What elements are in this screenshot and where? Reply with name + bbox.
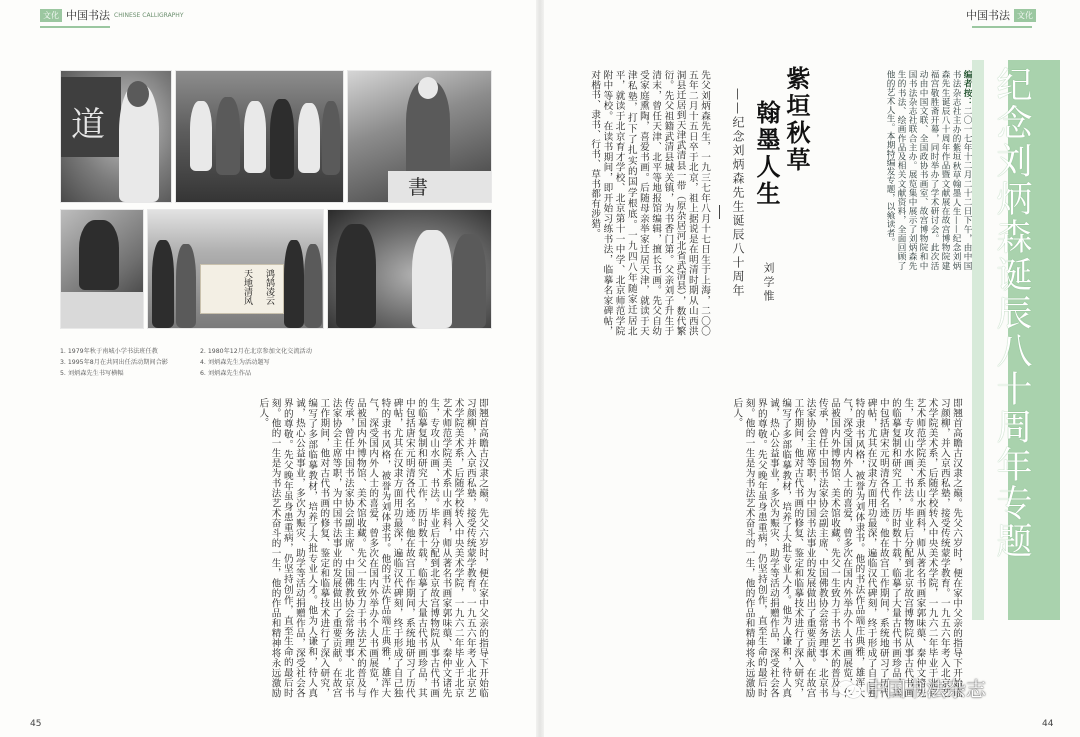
right-header-mark: 中国书法: [966, 9, 1010, 22]
wechat-icon: [838, 679, 860, 697]
photo-captions: [60, 346, 330, 377]
article-title-line2: 翰墨人生: [752, 100, 781, 208]
caption-6: 6. 刘炳森先生作品: [200, 370, 252, 377]
article-title-line1: 紫垣秋草: [782, 66, 811, 174]
photo-banner-presentation: [147, 209, 324, 329]
photo-award-handshake: [327, 209, 492, 329]
title-separator: [719, 205, 720, 219]
watermark-text: 中国书法杂志: [866, 677, 986, 701]
watermark: [838, 673, 986, 702]
page-number-right: 44: [1042, 719, 1054, 729]
caption-4: 4. 刘炳森先生为活动题写: [200, 359, 270, 366]
editor-note-lead: 编者按：: [962, 70, 972, 107]
caption-1: 1. 1979年秋于南城小学书法班任教: [60, 348, 158, 355]
left-header-tag: 文化: [40, 9, 62, 22]
banner-text-right: 鸿鹄凌云: [264, 269, 274, 305]
title-band-inner-strip: [972, 60, 984, 620]
caption-5: 5. 刘炳森先生书写横幅: [60, 370, 124, 377]
photo-group-meeting: [175, 70, 344, 203]
page-number-left: 45: [30, 719, 42, 729]
editor-note-text: 二〇一七年十二月二十二日下午，由中国书法杂志社主办的紫垣秋草翰墨人生——纪念刘炳森先生诞辰八十周年作品暨文献展在故宫博物院建福宫敬胜斋开幕，同时举办了学术研讨会。此次活动由中国文联、全国政协书画室、故宫博物院和中国书法杂志社联合主办。展览集中展示了刘炳森先生的书法、绘画作品及相关文献资料，全面回顾了他的艺术人生。本期特编发专题，以飨读者。: [885, 70, 972, 270]
photo-brush-writing: [60, 209, 144, 329]
article-body-left-lower: 即翘首高瞻古汉隶之巅。先父六岁时，便在家中父亲的指导下开始临习颜柳，并入京西私塾，接受传统蒙学教育。一九五六年考入北京艺术学院美术系，后随学校转入中央美术学院，一九六二年毕业于北京艺术师范学院美术系山水画科，师从著名书画家郭味蕖、秦仲文诸先生，专攻山水画、书法。毕业后分配到北京故宫博物院从事古代书画的临摹复制和研究工作，历时数十载，临摹了大量古代书画珍品，其中包括唐宋元明清各代名迹。他在故宫工作期间，系统地研习了历代碑帖，尤其在汉隶方面用功最深，遍临汉代碑刻，终于形成了自己独特的隶书风格，被誉为刘体隶书。他的书法作品端庄典雅，雄浑大气，深受国内外人士的喜爱，曾多次在国内外举办个人书画展览，作品被国内外博物馆、美术馆收藏。先父一生致力于书法艺术的普及与传承，曾任中国书法家协会副主席、中国佛教协会常务理事、北京书法家协会主席等职，为中国书法事业的发展做出了重要贡献。在故宫工作期间，他对古代书画的修复、鉴定和临摹技术进行了深入研究，编写了多部临摹教材，培养了大批专业人才。他为人谦和，待人真诚，热心公益事业，多次为赈灾、助学等活动捐赠作品，深受社会各界的尊敬。先父晚年虽身患重病，仍坚持创作，直至生命的最后时刻。他的一生是为书法艺术奋斗的一生，他的作品和精神将永远激励后人。: [257, 398, 488, 698]
left-header-rule: [40, 26, 110, 28]
right-header-rule: [972, 26, 1032, 28]
blackboard-character: 道: [71, 105, 105, 145]
caption-3: 3. 1995年8月在共同出任活动期间合影: [60, 359, 168, 366]
left-header-mark: 中国书法: [66, 9, 110, 22]
page-gutter: [536, 0, 544, 737]
photo-teaching-blackboard: [60, 70, 172, 203]
right-header-tag: 文化: [1014, 9, 1036, 22]
photo-writing-large-calligraphy: 書: [347, 70, 492, 203]
article-intro-columns: 先父刘炳森先生，一九三七年八月十七日生于上海，二〇〇五年二月十五日卒于北京，祖上据说是在明清时期从山西洪洞县迁居到天津武清县一带（原杂居河北省武清县），数代繁衍。先父祖籍武清县城关镇，为书香门第。父亲刘子升生于清末，曾任天津、北平等地报馆编辑，擅长书画。先父自幼受家庭熏陶，喜爱书画。后随母亲举家迁居天津，就读于天津私塾，打下了扎实的国学根底。一九四八年随家迁居北平，就读于北京育才学校、北京第十一中学、北京师范学院附中等校。在读书期间，即开始习练书法，临摹名家碑帖，对楷书、隶书、行书、草书都有涉猎。: [589, 70, 710, 336]
editor-note: [820, 70, 972, 270]
left-header-sub: CHINESE CALLIGRAPHY: [114, 11, 184, 19]
right-header-logo: [966, 6, 1036, 24]
left-header-logo: [40, 6, 183, 24]
article-subtitle: ——纪念刘炳森先生诞辰八十周年: [731, 88, 745, 298]
article-body-right-lower: 即翘首高瞻古汉隶之巅。先父六岁时，便在家中父亲的指导下开始临习颜柳，并入京西私塾，接受传统蒙学教育。一九五六年考入北京艺术学院美术系，后随学校转入中央美术学院，一九六二年毕业于北京艺术师范学院美术系山水画科，师从著名书画家郭味蕖、秦仲文诸先生，专攻山水画、书法。毕业后分配到北京故宫博物院从事古代书画的临摹复制和研究工作，历时数十载，临摹了大量古代书画珍品，其中包括唐宋元明清各代名迹。他在故宫工作期间，系统地研习了历代碑帖，尤其在汉隶方面用功最深，遍临汉代碑刻，终于形成了自己独特的隶书风格，被誉为刘体隶书。他的书法作品端庄典雅，雄浑大气，深受国内外人士的喜爱，曾多次在国内外举办个人书画展览，作品被国内外博物馆、美术馆收藏。先父一生致力于书法艺术的普及与传承，曾任中国书法家协会副主席、中国佛教协会常务理事、北京书法家协会主席等职，为中国书法事业的发展做出了重要贡献。在故宫工作期间，他对古代书画的修复、鉴定和临摹技术进行了深入研究，编写了多部临摹教材，培养了大批专业人才。他为人谦和，待人真诚，热心公益事业，多次为赈灾、助学等活动捐赠作品，深受社会各界的尊敬。先父晚年虽身患重病，仍坚持创作，直至生命的最后时刻。他的一生是为书法艺术奋斗的一生，他的作品和精神将永远激励后人。: [731, 398, 962, 698]
article-author: 刘学惟: [762, 262, 775, 304]
special-topic-title: 纪念刘炳森诞辰八十周年专题: [991, 66, 1032, 560]
caption-2: 2. 1980年12月在北京参加文化交流活动: [200, 348, 312, 355]
banner-text-left: 天地清风: [242, 269, 252, 305]
